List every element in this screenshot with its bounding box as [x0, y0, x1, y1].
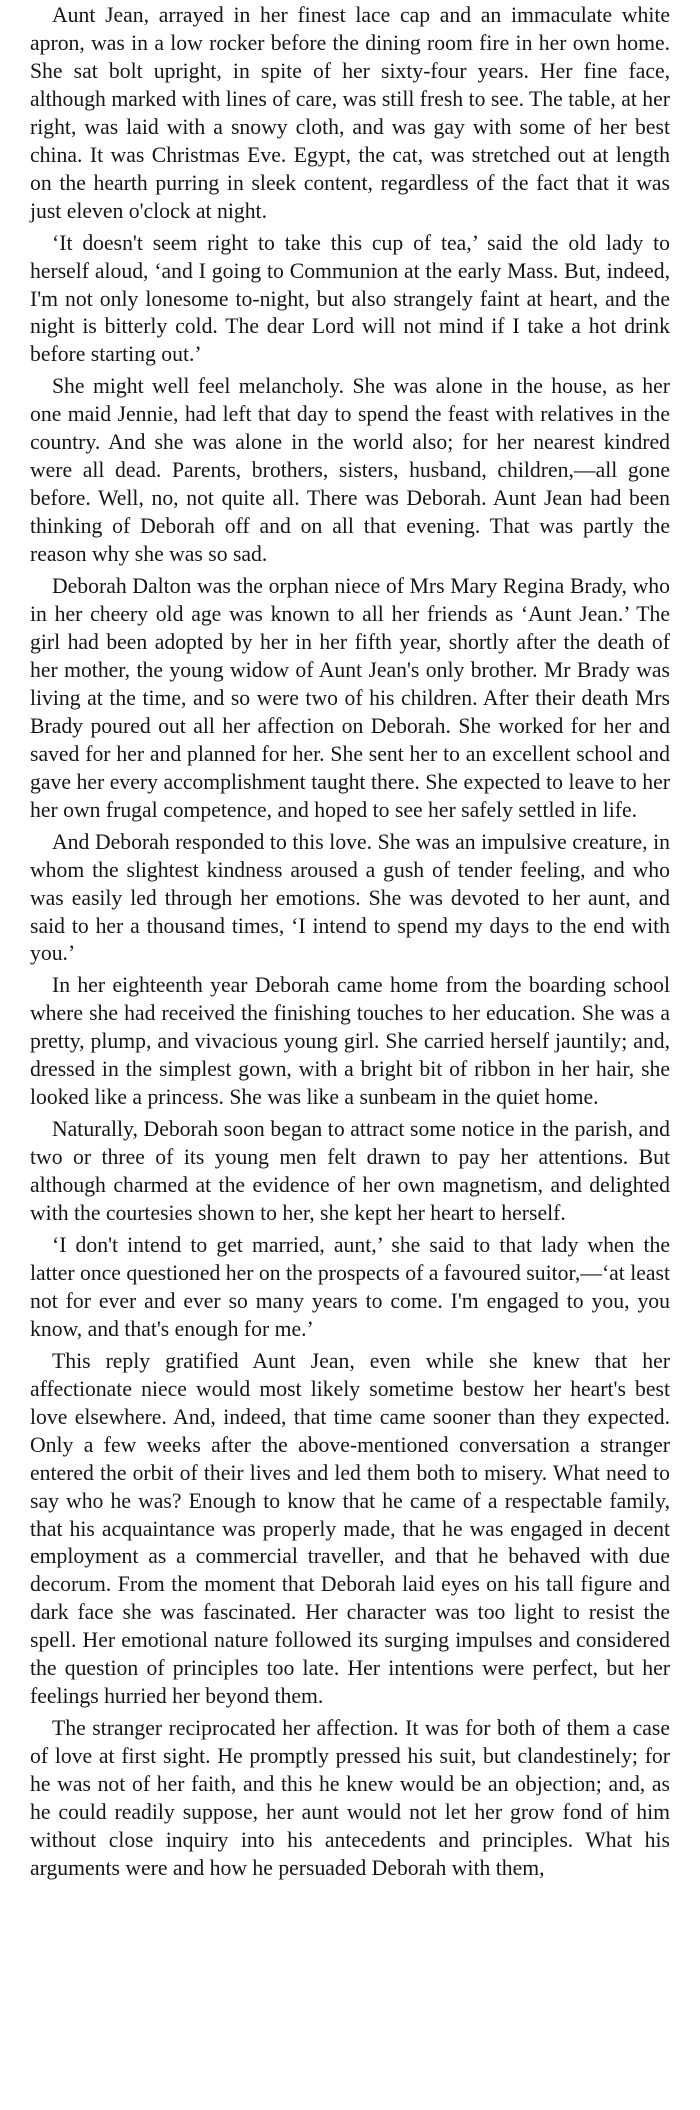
paragraph-5: And Deborah responded to this love. She was an impulsive creature, in whom the slightest kindness aroused a gush of tender feeling, and who was easily led through her emotions. She was devoted to her aunt, and said to her a thousand times, ‘I intend to spend my days to the end with you.’ — [30, 829, 670, 966]
paragraph-8: ‘I don't intend to get married, aunt,’ she said to that lady when the latter once questioned her on the prospects of a favoured suitor,—‘at least not for ever and ever so many years to come. I'm engaged to you, you know, and that's enough for me.’ — [30, 1232, 670, 1341]
paragraph-4: Deborah Dalton was the orphan niece of Mrs Mary Regina Brady, who in her cheery old age was known to all her friends as ‘Aunt Jean.’ The girl had been adopted by her in her fifth year, shortly after the death of her mother, the young widow of Aunt Jean's only brother. Mr Brady was living at the time, and so were two of his children. After their death Mrs Brady poured out all her affection on Deborah. She worked for her and saved for her and planned for her. She sent her to an excellent school and gave her every accomplishment taught there. She expected to leave to her her own frugal competence, and hoped to see her safely settled in life. — [30, 574, 670, 822]
paragraph-10: The stranger reciprocated her affection. It was for both of them a case of love at first sight. He promptly pressed his suit, but clandestinely; for he was not of her faith, and this he knew would be an objection; and, as he could readily suppose, her aunt would not let her grow fond of him without close inquiry into his antecedents and principles. What his arguments were and how he persuaded Deborah with them, — [30, 1716, 670, 1880]
paragraph-1: Aunt Jean, arrayed in her finest lace cap and an immaculate white apron, was in a low rocker before the dining room fire in her own home. She sat bolt upright, in spite of her sixty-four years. Her fine face, although marked with lines of care, was still fresh to see. The table, at her right, was laid with a snowy cloth, and was gay with some of her best china. It was Christmas Eve. Egypt, the cat, was stretched out at length on the hearth purring in sleek content, regardless of the fact that it was just eleven o'clock at night. — [30, 3, 670, 223]
paragraph-9: This reply gratified Aunt Jean, even while she knew that her affectionate niece would most likely sometime bestow her heart's best love elsewhere. And, indeed, that time came sooner than they expected. Only a few weeks after the above-mentioned conversation a stranger entered the orbit of their lives and led them both to misery. What need to say who he was? Enough to know that he came of a respectable family, that his acquaintance was properly made, that he was engaged in decent employment as a commercial traveller, and that he behaved with due decorum. From the moment that Deborah laid eyes on his tall figure and dark face she was fascinated. Her character was too light to resist the spell. Her emotional nature followed its surging impulses and considered the question of principles too late. Her intentions were perfect, but her feelings hurried her beyond them. — [30, 1348, 670, 1709]
paragraph-6: In her eighteenth year Deborah came home from the boarding school where she had received the finishing touches to her education. She was a pretty, plump, and vivacious young girl. She carried herself jauntily; and, dressed in the simplest gown, with a bright bit of ribbon in her hair, she looked like a princess. She was like a sunbeam in the quiet home. — [30, 973, 670, 1110]
paragraph-3: She might well feel melancholy. She was alone in the house, as her one maid Jennie, had left that day to spend the feast with relatives in the country. And she was alone in the world also; for her nearest kindred were all dead. Parents, brothers, sisters, husband, children,—all gone before. Well, no, not quite all. There was Deborah. Aunt Jean had been thinking of Deborah off and on all that evening. That was partly the reason why she was so sad. — [30, 374, 670, 567]
story-page — [30, 2, 670, 1883]
paragraph-2: ‘It doesn't seem right to take this cup of tea,’ said the old lady to herself aloud, ‘and I going to Communion at the early Mass. But, indeed, I'm not only lonesome to-night, but also strangely faint at heart, and the night is bitterly cold. The dear Lord will not mind if I take a hot drink before starting out.’ — [30, 230, 670, 367]
paragraph-7: Naturally, Deborah soon began to attract some notice in the parish, and two or three of its young men felt drawn to pay her attentions. But although charmed at the evidence of her own magnetism, and delighted with the courtesies shown to her, she kept her heart to herself. — [30, 1117, 670, 1226]
